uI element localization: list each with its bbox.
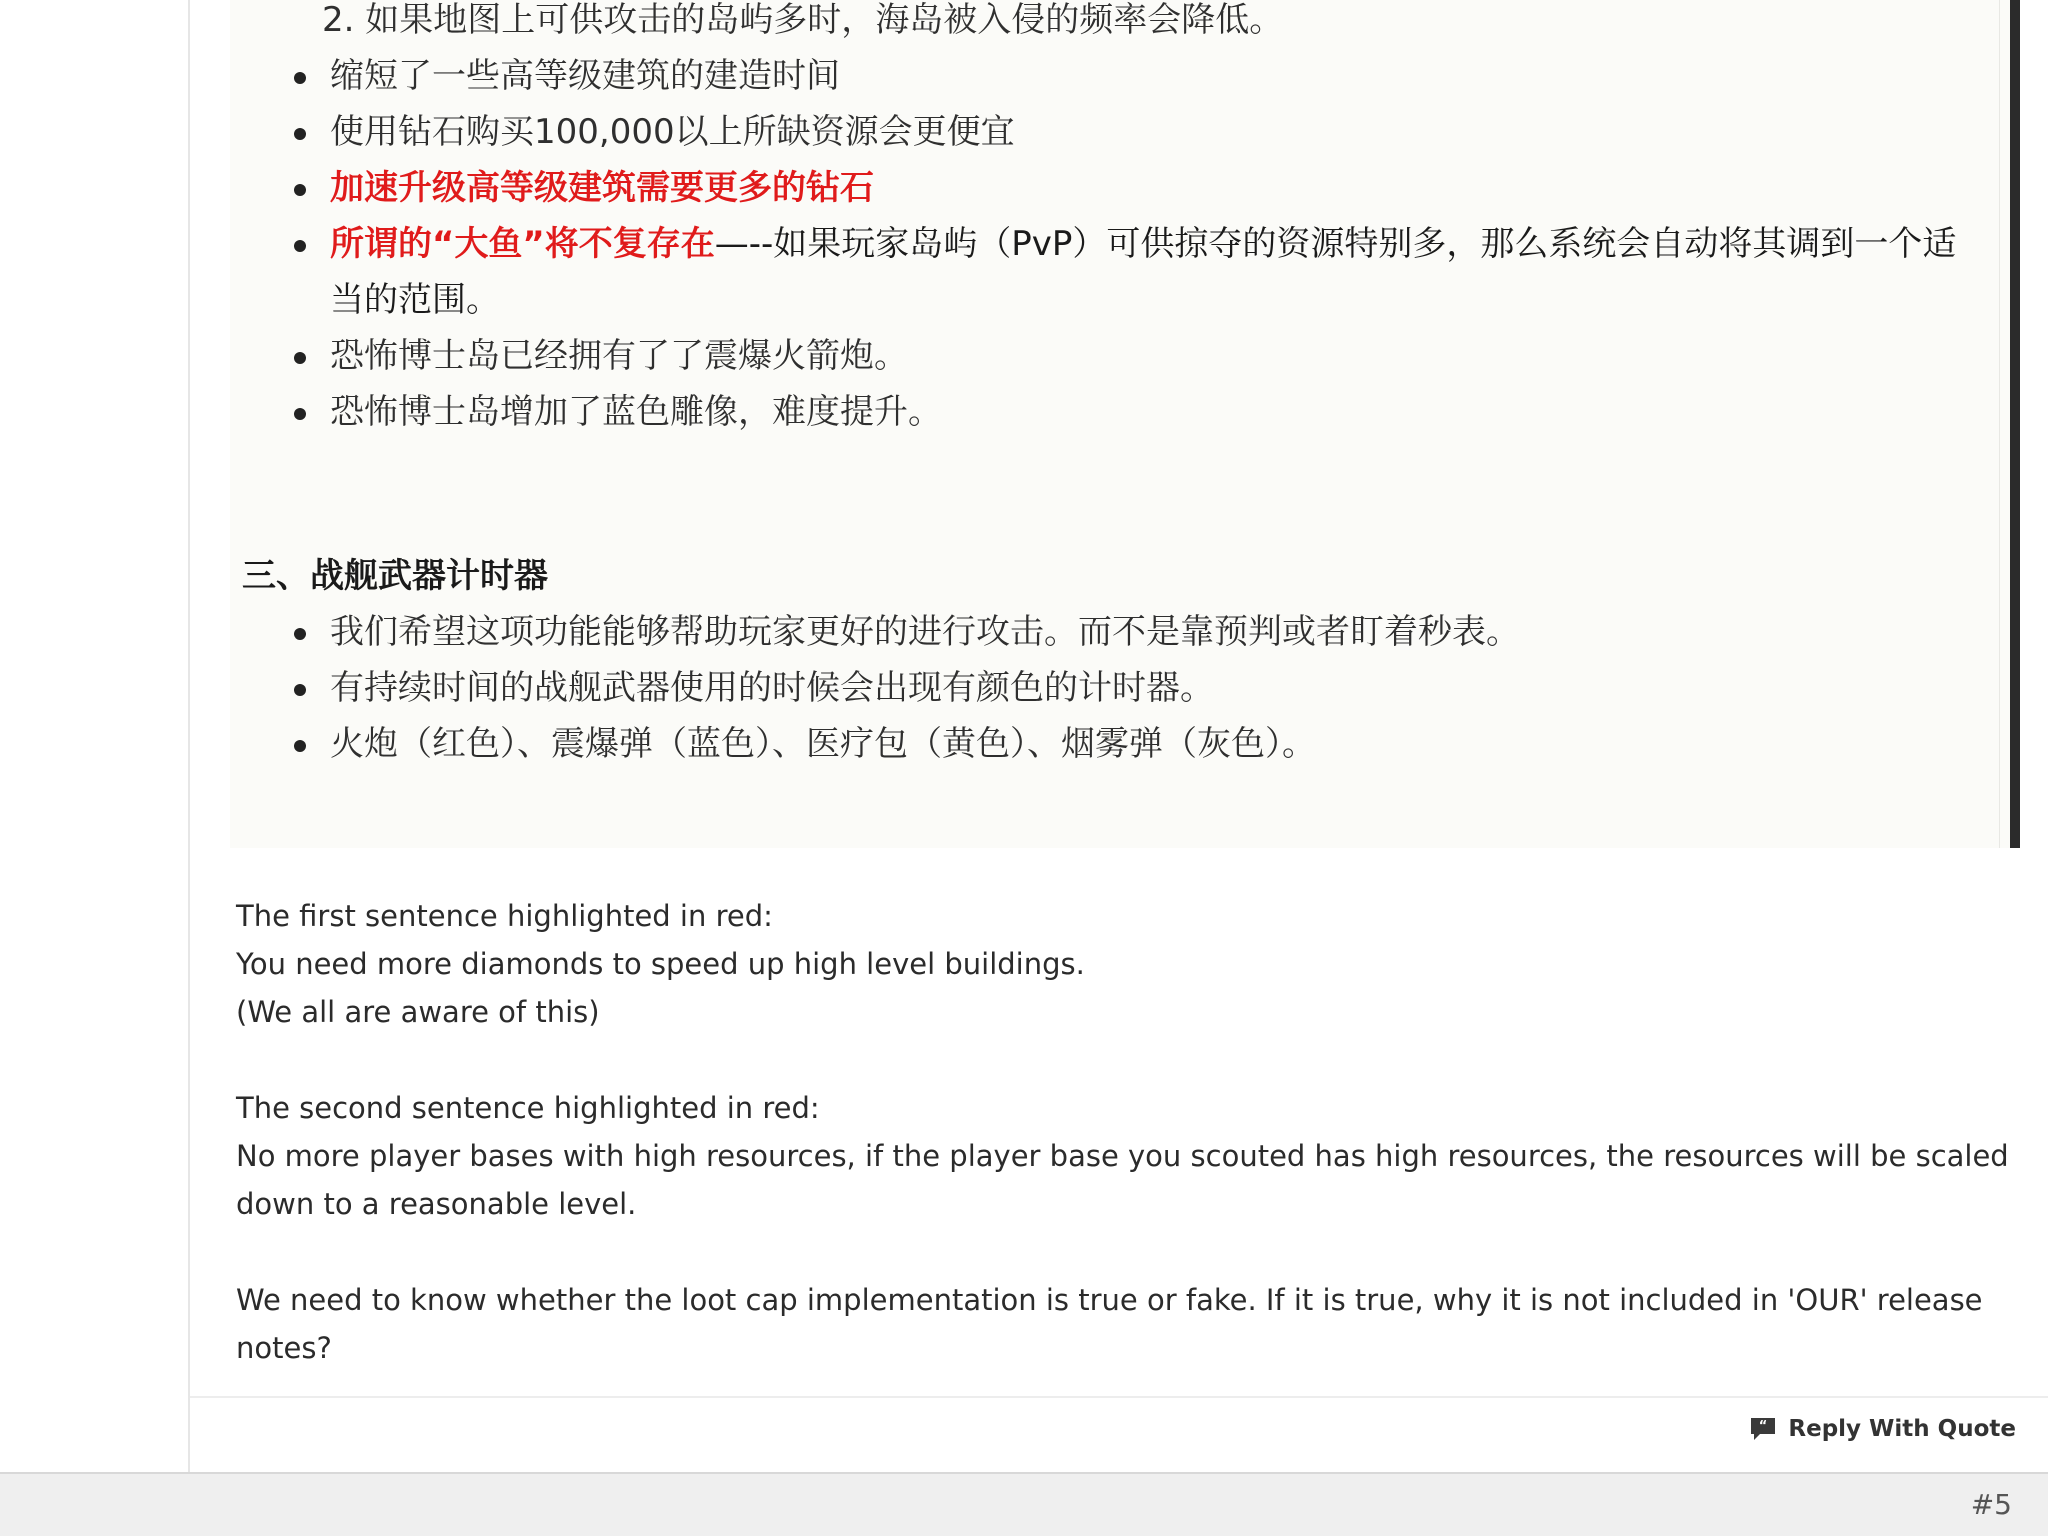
- list-item: 我们希望这项功能能够帮助玩家更好的进行攻击。而不是靠预判或者盯着秒表。: [290, 604, 1990, 660]
- post-number-link[interactable]: #5: [1970, 1488, 2012, 1521]
- list-item: [290, 160, 1990, 216]
- list-item: 恐怖博士岛已经拥有了了震爆火箭炮。: [290, 328, 1990, 384]
- list-item: 使用钻石购买100,000以上所缺资源会更便宜: [290, 104, 1990, 160]
- scrollbar-edge: [2010, 0, 2020, 848]
- quoted-image-content: [230, 0, 2000, 848]
- red-highlight: 所谓的“大鱼”将不复存在: [330, 224, 715, 264]
- post-body: [190, 0, 2048, 1472]
- message-line: You need more diamonds to speed up high level buildings.: [236, 947, 1085, 981]
- ordered-list-item: 2. 如果地图上可供攻击的岛屿多时，海岛被入侵的频率会降低。: [322, 0, 1284, 40]
- weapon-timer-list: [290, 604, 1990, 772]
- list-item: 所谓的“大鱼”将不复存在—--如果玩家岛屿（PvP）可供掠夺的资源特别多，那么系统会自动将其调到一个适当的范围。: [290, 216, 1990, 328]
- list-item: 缩短了一些高等级建筑的建造时间: [290, 48, 1990, 104]
- post-message: [236, 892, 2016, 1372]
- reply-with-quote-label: Reply With Quote: [1788, 1416, 2016, 1442]
- post-divider: [190, 1396, 2048, 1398]
- list-item: 火炮（红色）、震爆弹（蓝色）、医疗包（黄色）、烟雾弹（灰色）。: [290, 716, 1990, 772]
- user-info-column: [0, 0, 190, 1472]
- message-line: The second sentence highlighted in red:: [236, 1091, 820, 1125]
- quote-bubble-icon: [1748, 1414, 1778, 1444]
- red-highlight: 加速升级高等级建筑需要更多的钻石: [330, 168, 874, 208]
- svg-text:“: “: [1759, 1419, 1768, 1434]
- message-line: (We all are aware of this): [236, 995, 600, 1029]
- quoted-image: [230, 0, 2020, 848]
- message-line: The first sentence highlighted in red:: [236, 899, 773, 933]
- message-line: No more player bases with high resources, if the player base you scouted has high resources, the resources will be scaled down to a reasonable level.: [236, 1139, 2009, 1221]
- change-list: [290, 48, 1990, 440]
- reply-with-quote-button[interactable]: [1748, 1414, 2016, 1444]
- message-line: We need to know whether the loot cap implementation is true or fake. If it is true, why it is not included in 'OUR' release notes?: [236, 1283, 1983, 1365]
- section-heading: 三、战舰武器计时器: [242, 556, 548, 596]
- list-item: 有持续时间的战舰武器使用的时候会出现有颜色的计时器。: [290, 660, 1990, 716]
- list-item: 恐怖博士岛增加了蓝色雕像，难度提升。: [290, 384, 1990, 440]
- post-footer-bar: [0, 1472, 2048, 1536]
